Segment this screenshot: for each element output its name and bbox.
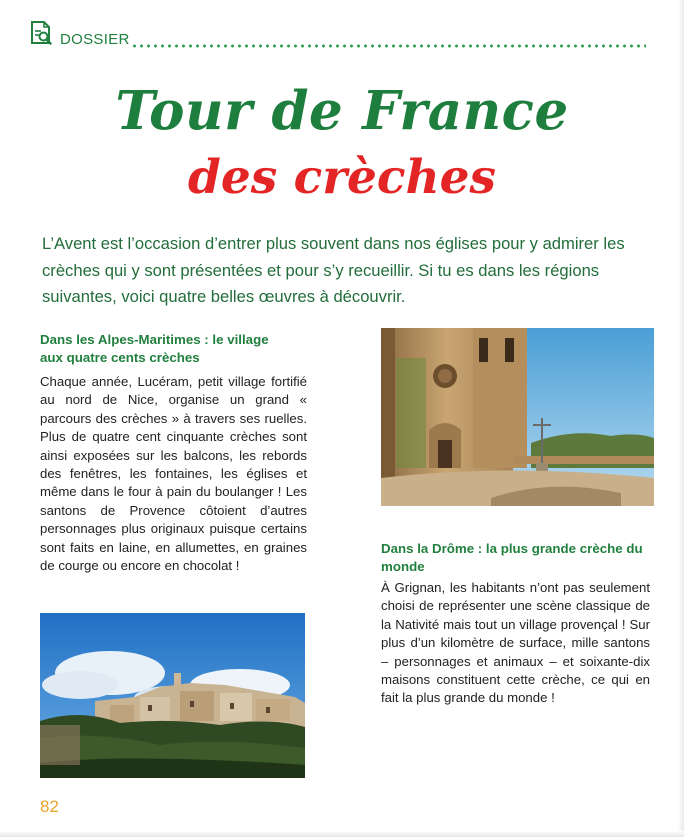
section-label: DOSSIER: [60, 31, 130, 48]
page-number: 82: [40, 797, 59, 816]
page-edge-shadow: [678, 0, 684, 837]
document-search-icon: [28, 20, 54, 46]
page-title: Tour de France: [115, 80, 569, 142]
page-subtitle: des crèches: [187, 150, 497, 205]
alpes-heading: Dans les Alpes-Maritimes : le village aux quatre cents crèches: [40, 332, 269, 365]
church-photo: [381, 328, 654, 506]
page-edge-shadow-bottom: [0, 831, 684, 837]
drome-heading: Dans la Drôme : la plus grande crèche du monde: [381, 541, 643, 574]
alpes-body: Chaque année, Lucéram, petit village fortifié au nord de Nice, organise un grand « parcours des crèches » à travers ses ruelles. Plus de quatre cent cinquante crèches sont ainsi exposées sur les balcons, les rebords des fenêtres, les fontaines, les églises et même dans le four à pain du boulanger ! Les santons de Provence côtoient d’autres personnages plus originaux puisque certains sont faits en laine, en allumettes, en graines de courge ou encore en chocolat !: [40, 374, 307, 574]
village-photo: [40, 613, 305, 778]
intro-paragraph: L’Avent est l’occasion d’entrer plus souvent dans nos églises pour y admirer les crèches qui y sont présentées et pour s’y recueillir. Si tu es dans les régions suivantes, voici quatre belles œuvres à découvrir.: [42, 234, 625, 306]
dotted-divider: [131, 44, 646, 48]
drome-body: À Grignan, les habitants n’ont pas seulement choisi de représenter une scène classique de la Nativité mais tout un village provençal ! Sur plus d’un kilomètre de surface, mille santons – personnages et animaux – et soixante-dix maisons constituent cette crèche, ce qui en fait la plus grande du monde !: [381, 580, 650, 706]
